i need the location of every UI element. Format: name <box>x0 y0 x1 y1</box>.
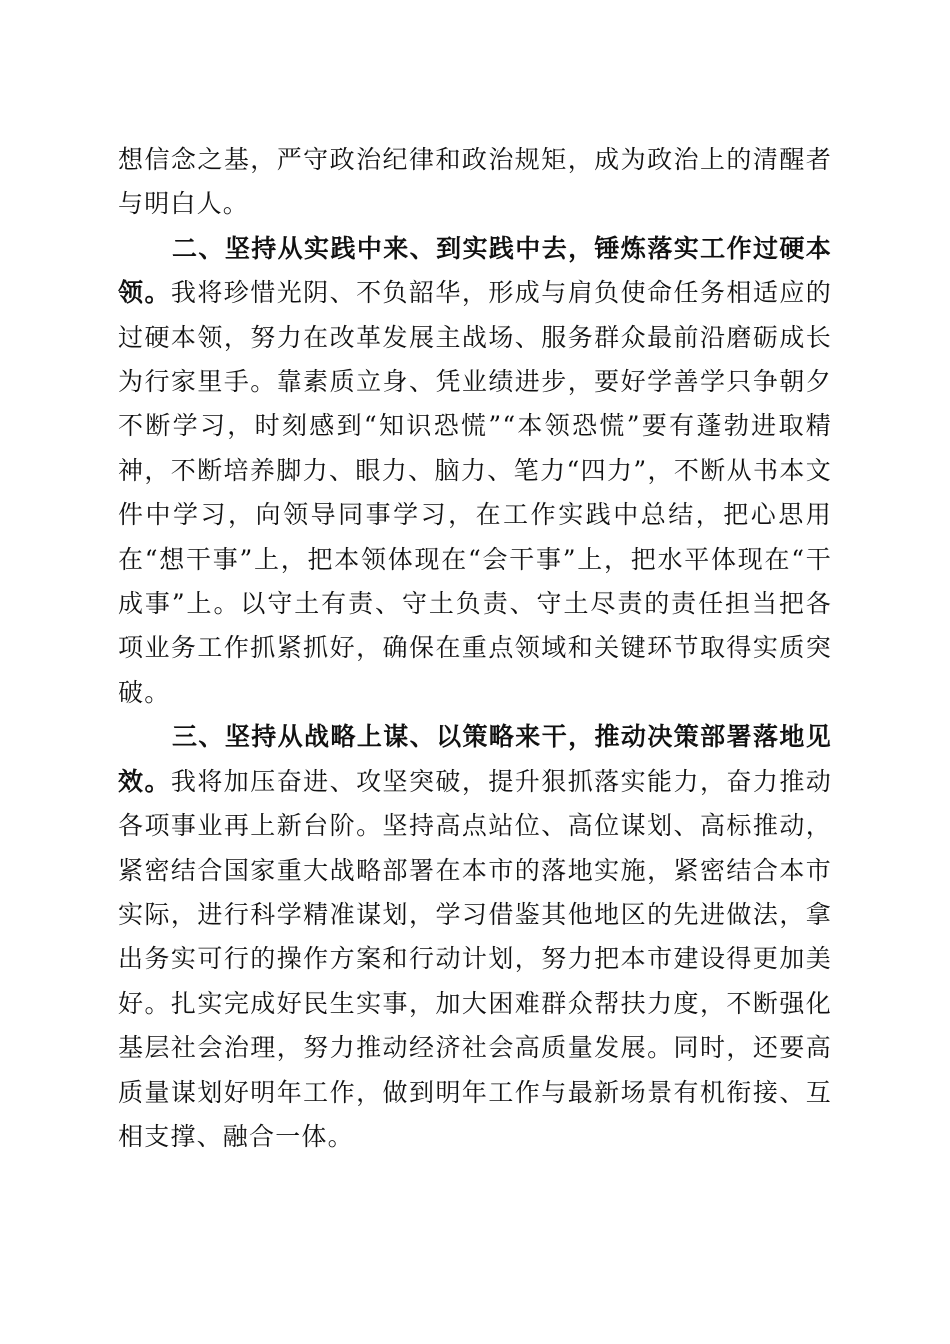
section-two-heading: 二、坚持从实践中来、到实践中去，锤炼落实工作过硬本领。 <box>118 233 832 308</box>
section-three-heading: 三、坚持从战略上谋、以策略来干，推动决策部署落地见效。 <box>118 722 832 796</box>
paragraph-section-three <box>118 715 832 1159</box>
paragraph-1-body: 想信念之基，严守政治纪律和政治规矩，成为政治上的清醒者与明白人。 <box>118 145 832 219</box>
section-two-body: 我将珍惜光阴、不负韶华，形成与肩负使命任务相适应的过硬本领，努力在改革发展主战场、服务群众最前沿磨砺成长为行家里手。靠素质立身、凭业绩进步，要好学善学只争朝夕不断学习，时刻感到“知识恐慌”“本领恐慌”要有蓬勃进取精神，不断培养脚力、眼力、脑力、笔力“四力”，不断从书本文件中学习，向领导同事学习，在工作实践中总结，把心思用在“想干事”上，把本领体现在“会干事”上，把水平体现在“干成事”上。以守土有责、守土负责、守土尽责的责任担当把各项业务工作抓紧抓好，确保在重点领域和关键环节取得实质突破。 <box>118 278 832 707</box>
document-page <box>118 138 832 1159</box>
section-three-body: 我将加压奋进、攻坚突破，提升狠抓落实能力，奋力推动各项事业再上新台阶。坚持高点站位、高位谋划、高标推动，紧密结合国家重大战略部署在本市的落地实施，紧密结合本市实际，进行科学精准谋划，学习借鉴其他地区的先进做法，拿出务实可行的操作方案和行动计划，努力把本市建设得更加美好。扎实完成好民生实事，加大困难群众帮扶力度，不断强化基层社会治理，努力推动经济社会高质量发展。同时，还要高质量谋划好明年工作，做到明年工作与最新场景有机衔接、互相支撑、融合一体。 <box>118 766 832 1151</box>
paragraph-section-two <box>118 227 832 715</box>
paragraph-continuation <box>118 138 832 227</box>
